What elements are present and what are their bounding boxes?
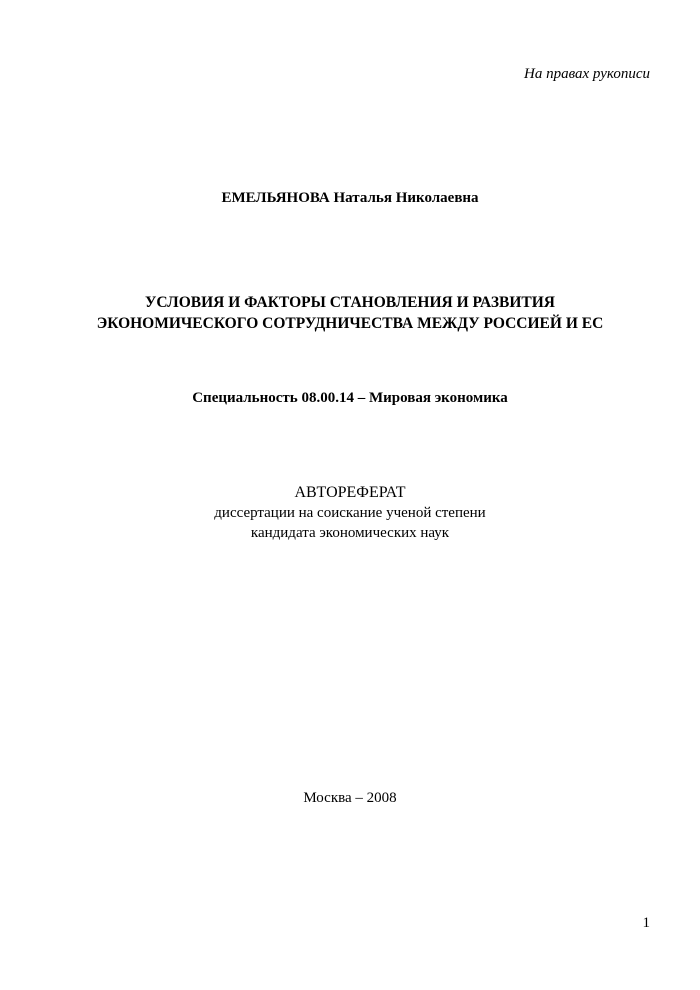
author-name: ЕМЕЛЬЯНОВА Наталья Николаевна	[221, 190, 479, 206]
specialty: Специальность 08.00.14 – Мировая экономика	[192, 390, 508, 406]
manuscript-rights-note: На правах рукописи	[524, 66, 650, 82]
purpose-line-1: диссертации на соискание ученой степени	[214, 505, 486, 521]
document-type: АВТОРЕФЕРАТ	[294, 484, 406, 501]
page-number: 1	[642, 915, 650, 931]
title-line-1: УСЛОВИЯ И ФАКТОРЫ СТАНОВЛЕНИЯ И РАЗВИТИЯ	[145, 294, 555, 311]
purpose-line-2: кандидата экономических наук	[250, 525, 450, 541]
title-line-2: ЭКОНОМИЧЕСКОГО СОТРУДНИЧЕСТВА МЕЖДУ РОССИЕЙ И ЕС	[96, 315, 604, 332]
city-year: Москва – 2008	[303, 790, 397, 806]
